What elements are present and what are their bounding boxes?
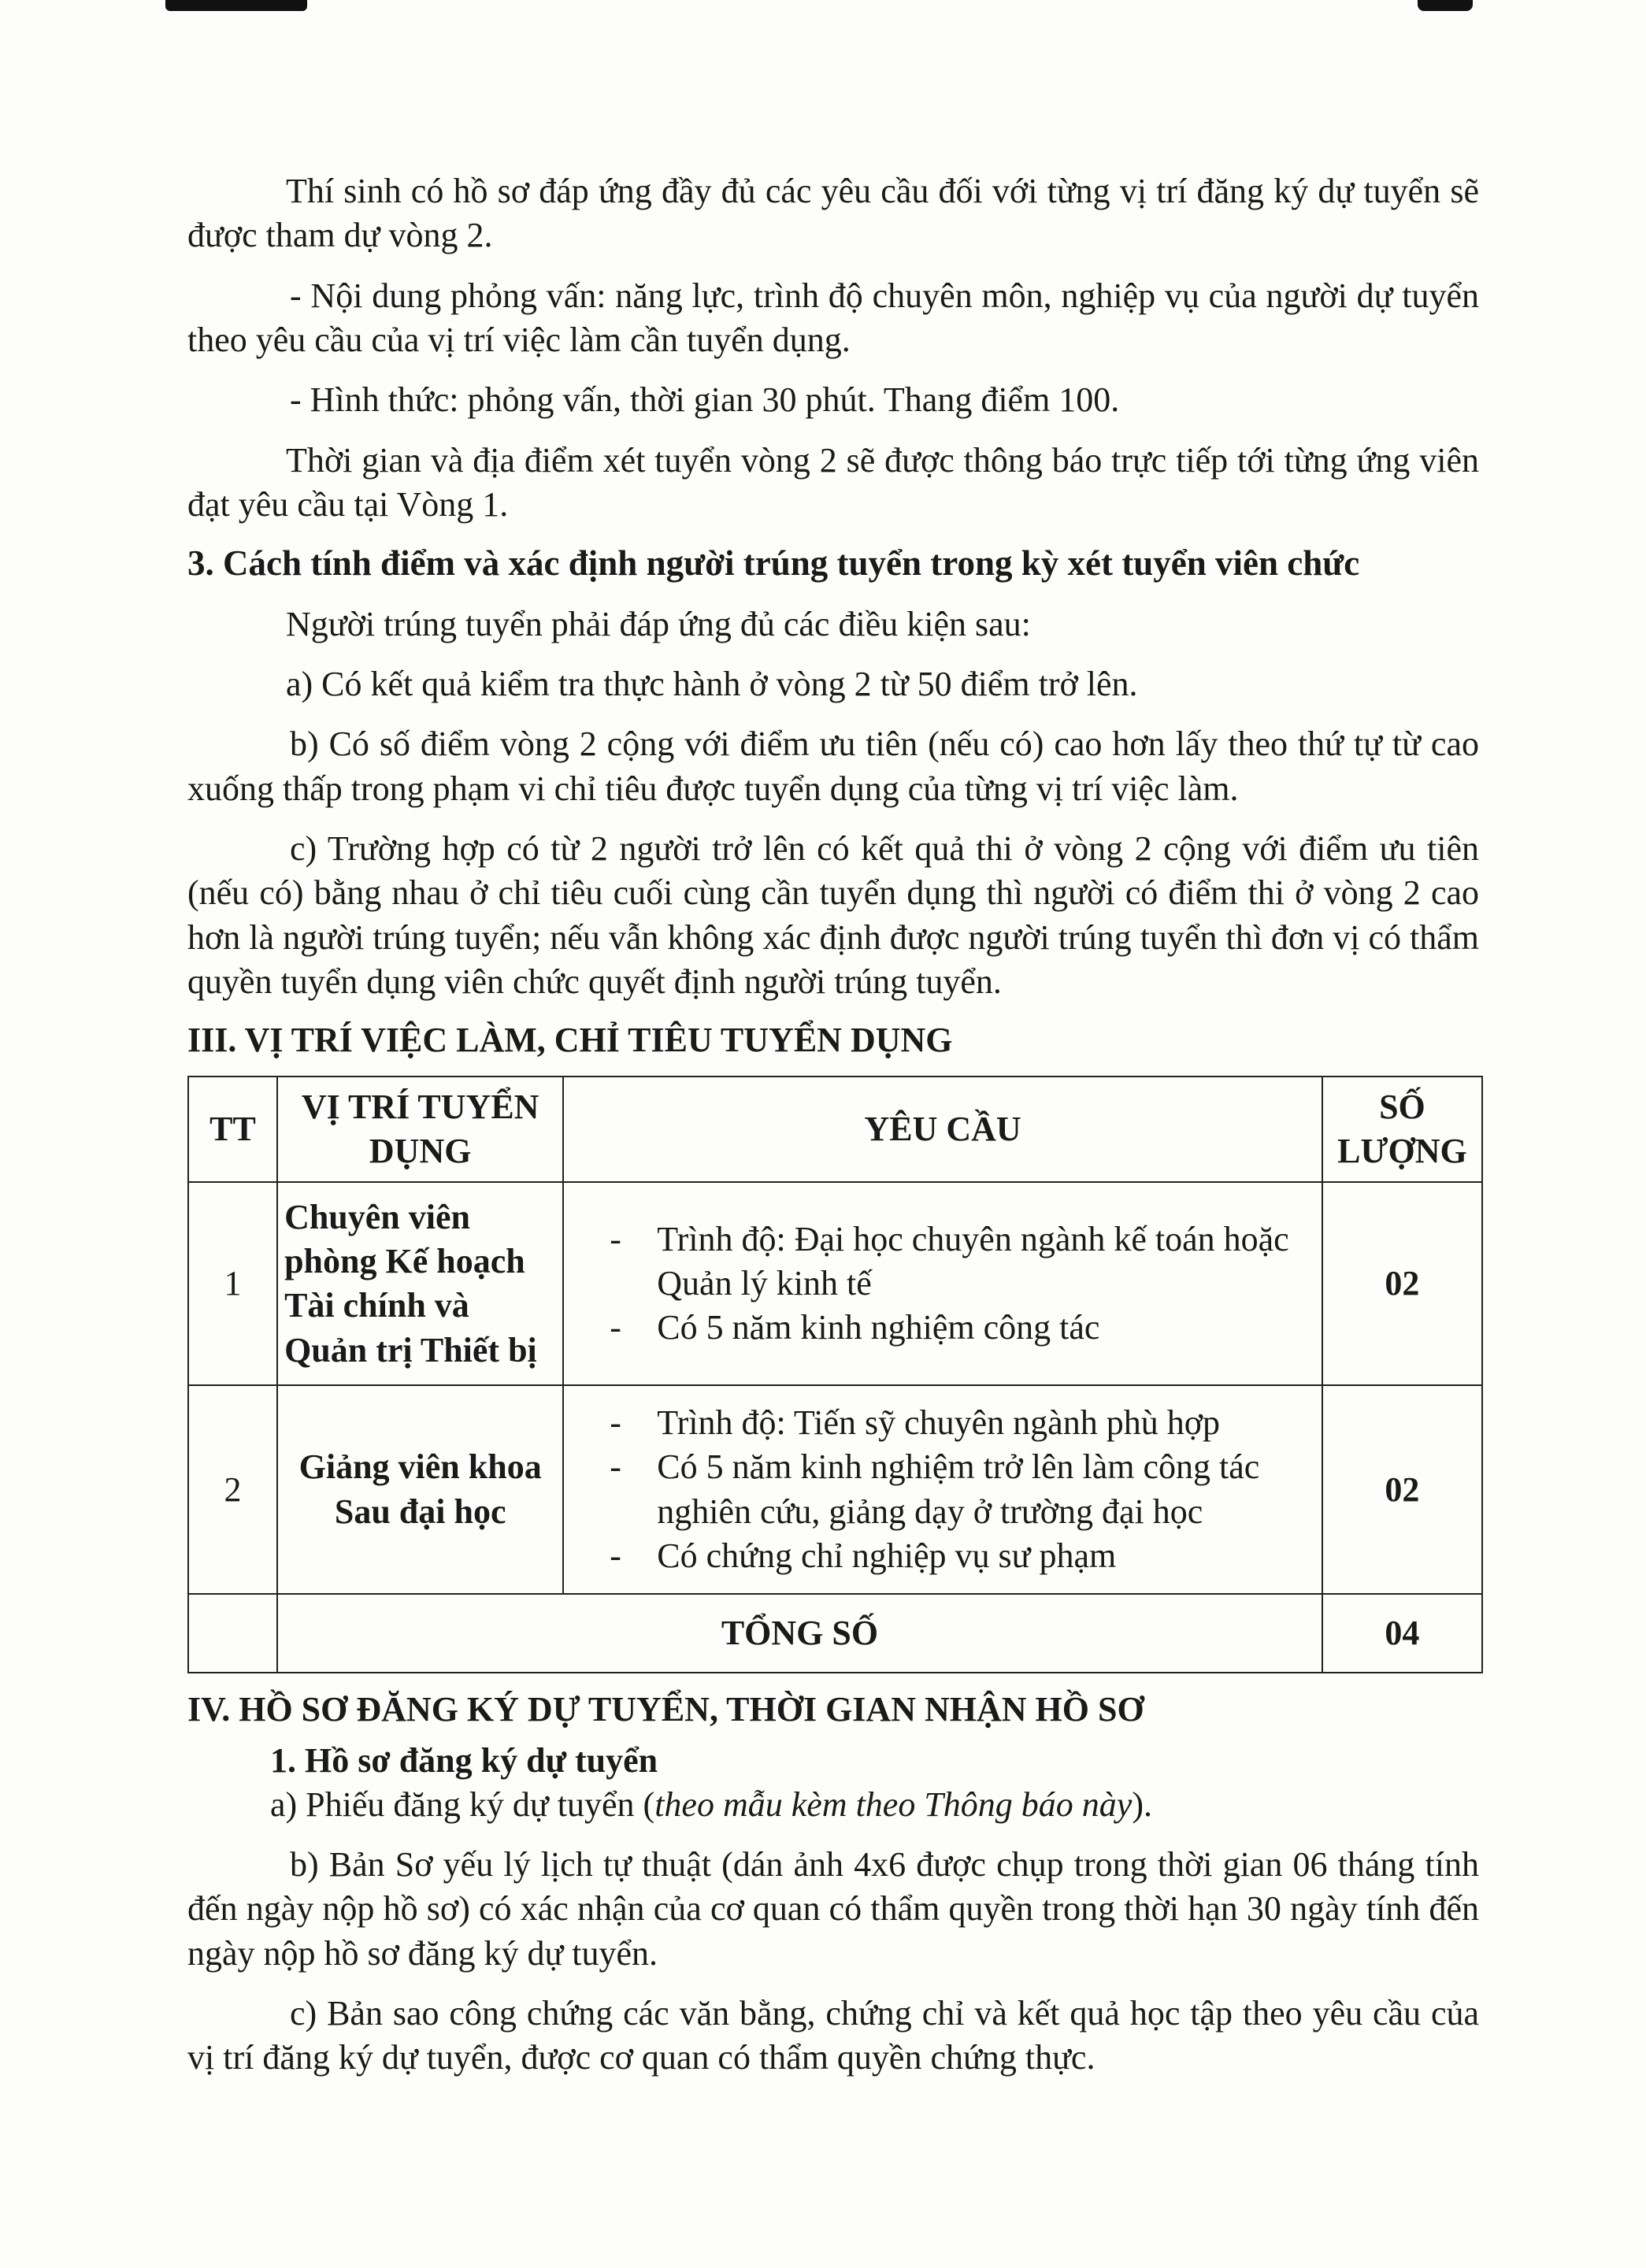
row-position: Giảng viên khoa Sau đại học — [277, 1385, 563, 1594]
row-requirements — [563, 1182, 1322, 1385]
intro-interview-content: - Nội dung phỏng vấn: năng lực, trình độ chuyên môn, nghiệp vụ của người dự tuyển theo yêu cầu của vị trí việc làm cần tuyển dụng. — [187, 276, 1479, 359]
section-3-heading: 3. Cách tính điểm và xác định người trúng tuyển trong kỳ xét tuyển viên chức — [187, 543, 1360, 584]
item-a-suffix: ). — [1132, 1784, 1152, 1824]
section-3-item-c: c) Trường hợp có từ 2 người trở lên có kết quả thi ở vòng 2 cộng với điểm ưu tiên (nếu có) bằng nhau ở chỉ tiêu cuối cùng cần tuyển dụng thì người có điểm thi ở vòng 2 cao hơn là người trúng tuyển; nếu vẫn không xác định được người trúng tuyển thì đơn vị có thẩm quyền tuyển dụng viên chức quyết định người trúng tuyển. — [187, 829, 1479, 1001]
item-a-italic: theo mẫu kèm theo Thông báo này — [654, 1784, 1133, 1824]
section-3-item-b: b) Có số điểm vòng 2 cộng với điểm ưu tiên (nếu có) cao hơn lấy theo thứ tự từ cao xuống thấp trong phạm vi chỉ tiêu được tuyển dụng của từng vị trí việc làm. — [187, 724, 1479, 808]
section-iv-item-a — [187, 1783, 1479, 1827]
row-quantity: 02 — [1322, 1182, 1482, 1385]
row-tt: 1 — [188, 1182, 277, 1385]
row-position: Chuyên viên phòng Kế hoạch Tài chính và Quản trị Thiết bị — [277, 1182, 563, 1385]
scan-edge-mark — [165, 0, 307, 11]
header-position: VỊ TRÍ TUYỂN DỤNG — [277, 1077, 563, 1183]
section-iv-item-b: b) Bản Sơ yếu lý lịch tự thuật (dán ảnh 4x6 được chụp trong thời gian 06 tháng tính đến ngày nộp hồ sơ) có xác nhận của cơ quan có thẩm quyền trong thời hạn 30 ngày tính đến ngày nộp hồ sơ đăng ký dự tuyển. — [187, 1845, 1479, 1973]
document-page — [187, 169, 1479, 2081]
scan-edge-mark — [1418, 0, 1473, 11]
section-iv-item-c: c) Bản sao công chứng các văn bằng, chứng chỉ và kết quả học tập theo yêu cầu của vị trí đăng ký dự tuyển, được cơ quan có thẩm quyền chứng thực. — [187, 1994, 1479, 2077]
total-value: 04 — [1322, 1594, 1482, 1673]
intro-paragraph-4: Thời gian và địa điểm xét tuyển vòng 2 sẽ được thông báo trực tiếp tới từng ứng viên đạt yêu cầu tại Vòng 1. — [187, 440, 1479, 524]
section-3-item-a: a) Có kết quả kiểm tra thực hành ở vòng 2 từ 50 điểm trở lên. — [286, 665, 1138, 704]
requirement-item: - Có chứng chỉ nghiệp vụ sư phạm — [610, 1534, 1315, 1578]
table-row — [188, 1385, 1482, 1594]
row-tt: 2 — [188, 1385, 277, 1594]
total-label: TỔNG SỐ — [277, 1594, 1322, 1673]
recruitment-table — [187, 1076, 1483, 1674]
requirement-item: - Có 5 năm kinh nghiệm trở lên làm công tác nghiên cứu, giảng dạy ở trường đại học — [610, 1445, 1315, 1534]
item-a-prefix: a) Phiếu đăng ký dự tuyển ( — [270, 1784, 655, 1824]
intro-paragraph-1: Thí sinh có hồ sơ đáp ứng đầy đủ các yêu cầu đối với từng vị trí đăng ký dự tuyển sẽ được tham dự vòng 2. — [187, 172, 1479, 255]
requirement-item: - Trình độ: Tiến sỹ chuyên ngành phù hợp — [610, 1401, 1315, 1445]
section-iv-sub-1: 1. Hồ sơ đăng ký dự tuyển — [270, 1740, 658, 1780]
table-row — [188, 1182, 1482, 1385]
requirement-item: - Có 5 năm kinh nghiệm công tác — [610, 1306, 1315, 1350]
header-tt: TT — [188, 1077, 277, 1183]
table-header-row — [188, 1077, 1482, 1183]
section-iii-heading: III. VỊ TRÍ VIỆC LÀM, CHỈ TIÊU TUYỂN DỤNG — [187, 1021, 953, 1060]
row-quantity: 02 — [1322, 1385, 1482, 1594]
total-empty-cell — [188, 1594, 277, 1673]
header-requirements: YÊU CẦU — [563, 1077, 1322, 1183]
requirement-item: - Trình độ: Đại học chuyên ngành kế toán hoặc Quản lý kinh tế — [610, 1217, 1315, 1306]
row-requirements — [563, 1385, 1322, 1594]
intro-interview-format: - Hình thức: phỏng vấn, thời gian 30 phút. Thang điểm 100. — [290, 380, 1120, 420]
section-3-lead: Người trúng tuyển phải đáp ứng đủ các điều kiện sau: — [286, 604, 1031, 643]
header-quantity: SỐ LƯỢNG — [1322, 1077, 1482, 1183]
table-total-row — [188, 1594, 1482, 1673]
section-iv-heading: IV. HỒ SƠ ĐĂNG KÝ DỰ TUYỂN, THỜI GIAN NHẬN HỒ SƠ — [187, 1690, 1144, 1729]
